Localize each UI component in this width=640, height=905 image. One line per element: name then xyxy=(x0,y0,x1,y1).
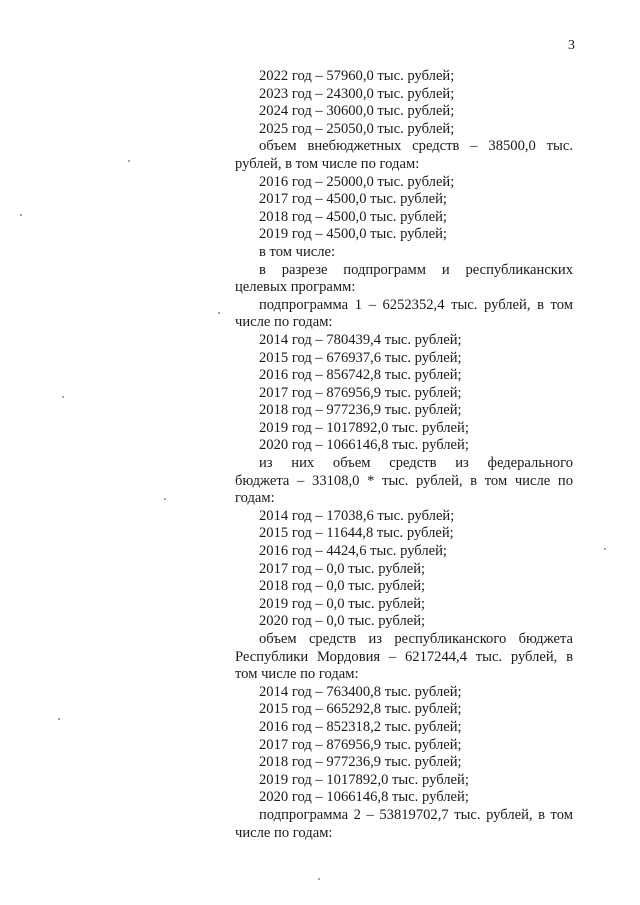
text-line: Республики Мордовия – 6217244,4 тыс. рублей, в xyxy=(235,648,573,665)
text-line: 2020 год – 0,0 тыс. рублей; xyxy=(259,613,426,630)
text-line: 2018 год – 977236,9 тыс. рублей; xyxy=(259,402,462,419)
text-line: 2022 год – 57960,0 тыс. рублей; xyxy=(259,68,455,84)
text-line: 2014 год – 763400,8 тыс. рублей; xyxy=(259,683,462,700)
text-line: 2018 год – 0,0 тыс. рублей; xyxy=(259,578,426,595)
text-line: 2017 год – 876956,9 тыс. рублей; xyxy=(259,384,462,401)
page-number: 3 xyxy=(568,38,575,53)
text-line: 2019 год – 1017892,0 тыс. рублей; xyxy=(259,419,469,436)
text-line: в разрезе подпрограмм и республиканских xyxy=(259,261,573,278)
text-line: 2014 год – 780439,4 тыс. рублей; xyxy=(259,331,462,348)
scan-speck xyxy=(128,160,130,162)
scan-speck xyxy=(62,396,64,398)
text-line: в том числе: xyxy=(259,243,336,260)
text-line: из них объем средств из федерального xyxy=(259,455,573,472)
text-line: объем внебюджетных средств – 38500,0 тыс. xyxy=(259,138,573,155)
text-line: 2020 год – 1066146,8 тыс. рублей; xyxy=(259,789,469,806)
scan-speck xyxy=(218,312,220,314)
text-line: 2014 год – 17038,6 тыс. рублей; xyxy=(259,507,455,524)
text-line: объем средств из республиканского бюджета xyxy=(259,631,573,647)
text-line: том числе по годам: xyxy=(235,666,359,683)
text-line: 2017 год – 0,0 тыс. рублей; xyxy=(259,560,426,577)
text-line: 2019 год – 4500,0 тыс. рублей; xyxy=(259,226,447,243)
text-line: 2016 год – 4424,6 тыс. рублей; xyxy=(259,543,447,560)
text-line: 2016 год – 25000,0 тыс. рублей; xyxy=(259,173,455,190)
text-line: подпрограмма 1 – 6252352,4 тыс. рублей, в том xyxy=(259,296,573,313)
text-line: подпрограмма 2 – 53819702,7 тыс. рублей, в том xyxy=(259,806,573,823)
scan-speck xyxy=(58,718,60,720)
scan-speck xyxy=(20,214,22,216)
text-line: бюджета – 33108,0 * тыс. рублей, в том числе по xyxy=(235,472,573,489)
text-line: 2015 год – 676937,6 тыс. рублей; xyxy=(259,349,462,366)
text-line: числе по годам: xyxy=(235,824,333,841)
text-line: 2024 год – 30600,0 тыс. рублей; xyxy=(259,103,455,120)
text-line: 2019 год – 1017892,0 тыс. рублей; xyxy=(259,771,469,788)
text-line: 2018 год – 4500,0 тыс. рублей; xyxy=(259,208,447,225)
text-line: 2017 год – 4500,0 тыс. рублей; xyxy=(259,191,447,208)
scan-speck xyxy=(164,498,166,500)
scan-speck xyxy=(604,548,606,550)
scan-speck xyxy=(318,878,320,880)
text-line: 2015 год – 665292,8 тыс. рублей; xyxy=(259,701,462,718)
text-line: целевых программ: xyxy=(235,279,356,296)
text-line: годам: xyxy=(235,490,275,507)
text-line: 2015 год – 11644,8 тыс. рублей; xyxy=(259,525,454,542)
text-line: 2016 год – 856742,8 тыс. рублей; xyxy=(259,367,462,384)
text-line: 2025 год – 25050,0 тыс. рублей; xyxy=(259,120,455,137)
text-line: 2023 год – 24300,0 тыс. рублей; xyxy=(259,85,455,102)
text-line: числе по годам: xyxy=(235,314,333,331)
text-line: рублей, в том числе по годам: xyxy=(235,155,420,172)
text-line: 2019 год – 0,0 тыс. рублей; xyxy=(259,595,426,612)
document-body xyxy=(235,68,573,842)
text-line: 2018 год – 977236,9 тыс. рублей; xyxy=(259,754,462,771)
text-line: 2016 год – 852318,2 тыс. рублей; xyxy=(259,718,462,735)
text-line: 2017 год – 876956,9 тыс. рублей; xyxy=(259,736,462,753)
text-line: 2020 год – 1066146,8 тыс. рублей; xyxy=(259,437,469,454)
